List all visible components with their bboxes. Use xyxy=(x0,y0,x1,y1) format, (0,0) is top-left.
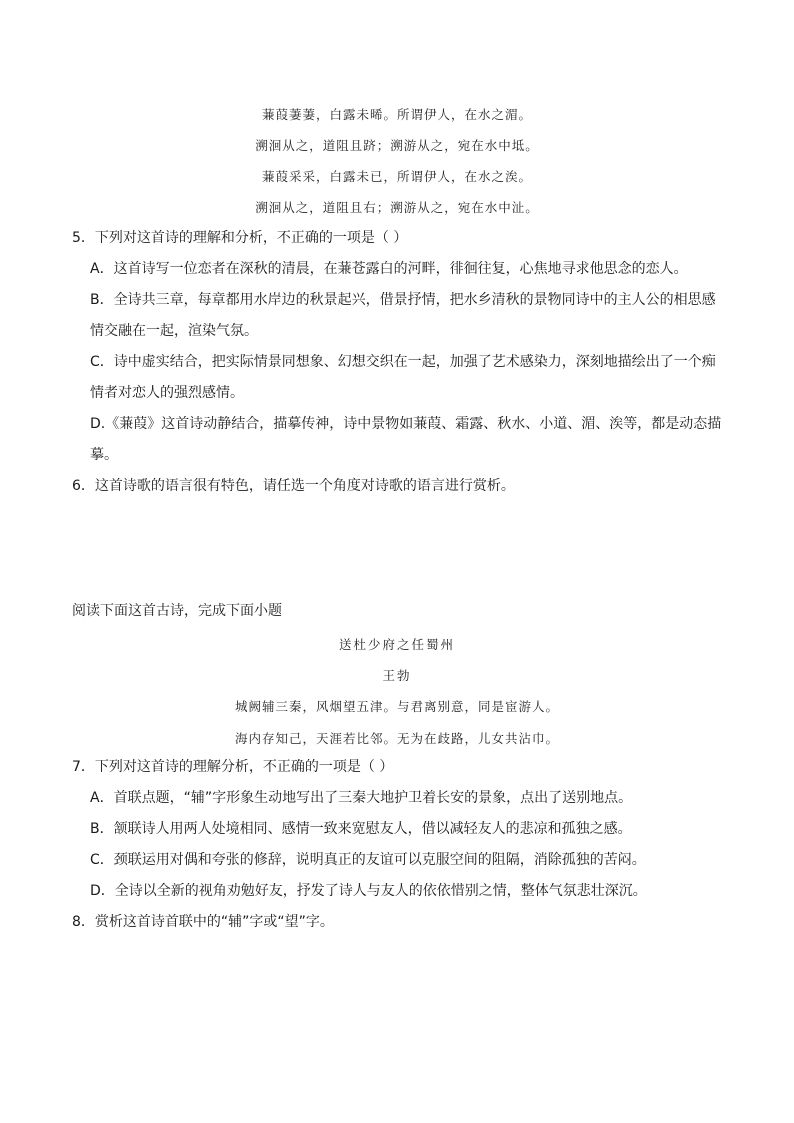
poem2-line-2: 海内存知己，天涯若比邻。无为在歧路，儿女共沾巾。 xyxy=(234,731,559,746)
question-5-option-c: C．诗中虚实结合，把实际情景同想象、幻想交织在一起，加强了艺术感染力，深刻地描绘出了一个痴 xyxy=(90,354,716,370)
reading-intro: 阅读下面这首古诗，完成下面小题 xyxy=(72,603,282,619)
poem2-author: 王勃 xyxy=(382,668,412,683)
question-7-stem: 7．下列对这首诗的理解分析，不正确的一项是（ ） xyxy=(72,759,394,775)
poem1-line-4: 溯洄从之，道阻且右；溯游从之，宛在水中沚。 xyxy=(255,200,539,215)
poem2-line-1: 城阙辅三秦，风烟望五津。与君离别意，同是宦游人。 xyxy=(234,699,559,714)
question-5-stem: 5．下列对这首诗的理解和分析，不正确的一项是（ ） xyxy=(72,230,408,246)
poem1-line-3: 蒹葭采采，白露未已，所谓伊人，在水之涘。 xyxy=(261,169,532,184)
question-5-option-a: A．这首诗写一位恋者在深秋的清晨，在蒹苍露白的河畔，徘徊往复，心焦地寻求他思念的恋人。 xyxy=(90,261,688,277)
question-7-option-a: A．首联点题，“辅”字形象生动地写出了三秦大地护卫着长安的景象，点出了送别地点。 xyxy=(90,790,633,806)
question-5-option-b-cont: 情交融在一起，渲染气氛。 xyxy=(90,323,258,339)
question-6-stem: 6．这首诗歌的语言很有特色，请任选一个角度对诗歌的语言进行赏析。 xyxy=(72,478,515,494)
question-5-option-d: D.《蒹葭》这首诗动静结合，描摹传神，诗中景物如蒹葭、霜露、秋水、小道、湄、涘等，都是动态描 xyxy=(90,416,722,432)
question-5-option-d-cont: 摹。 xyxy=(90,447,118,463)
poem1-line-2: 溯洄从之，道阻且跻；溯游从之，宛在水中坻。 xyxy=(255,138,539,153)
poem1-line-1: 蒹葭萋萋，白露未晞。所谓伊人，在水之湄。 xyxy=(261,107,532,122)
poem2-title: 送杜少府之任蜀州 xyxy=(338,637,455,652)
question-5-option-b: B．全诗共三章，每章都用水岸边的秋景起兴，借景抒情，把水乡清秋的景物同诗中的主人公的相思感 xyxy=(90,292,716,308)
question-5-option-c-cont: 情者对恋人的强烈感情。 xyxy=(90,385,244,401)
question-7-option-d: D．全诗以全新的视角劝勉好友，抒发了诗人与友人的依依惜别之情，整体气氛悲壮深沉。 xyxy=(90,883,647,899)
question-8-stem: 8．赏析这首诗首联中的“辅”字或“望”字。 xyxy=(72,914,334,930)
question-7-option-b: B．颔联诗人用两人处境相同、感情一致来宽慰友人，借以减轻友人的悲凉和孤独之感。 xyxy=(90,821,632,837)
question-7-option-c: C．颈联运用对偶和夸张的修辞，说明真正的友谊可以克服空间的阻隔，消除孤独的苦闷。 xyxy=(90,852,646,868)
